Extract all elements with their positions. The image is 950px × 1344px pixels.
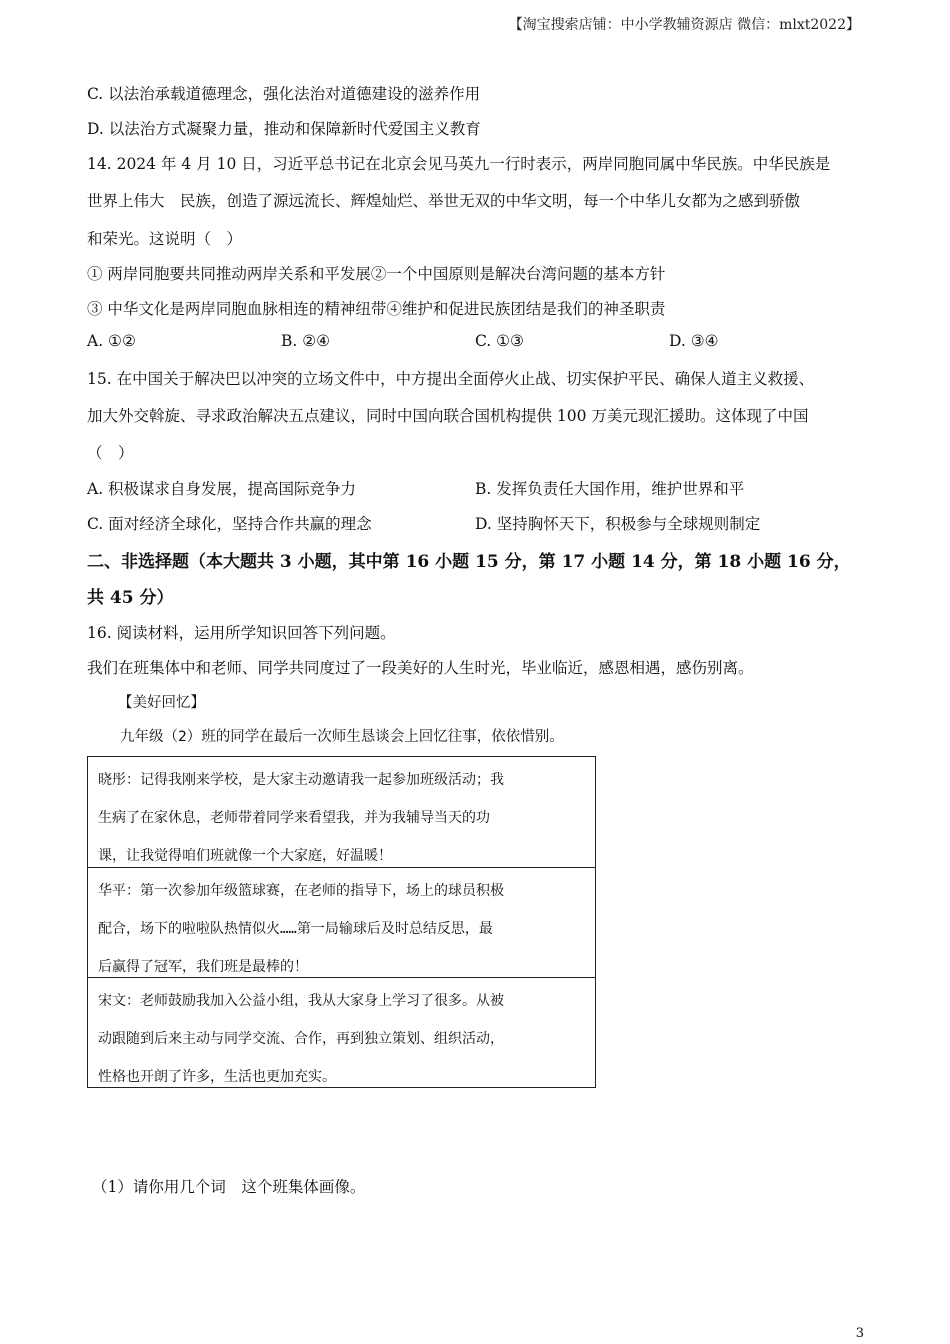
header-watermark: 【淘宝搜索店铺：中小学教辅资源店 微信：mlxt2022】 — [508, 17, 860, 33]
q14-option-b: B. ②④ — [281, 332, 331, 350]
q15-stem-line2: 加大外交斡旋、寻求政治解决五点建议，同时中国向联合国机构提供 100 万美元现汇援助。这体现了中国 — [87, 407, 809, 425]
section2-title-line1: 二、非选择题（本大题共 3 小题，其中第 16 小题 15 分，第 17 小题 14 分，第 18 小题 16 分， — [87, 552, 851, 572]
q15-option-b: B. 发挥负责任大国作用，维护世界和平 — [475, 480, 745, 498]
q14-stem-line2: 世界上伟大 民族，创造了源远流长、辉煌灿烂、举世无双的中华文明，每一个中华儿女都为之感到骄傲 — [87, 192, 801, 210]
memory-line: 配合，场下的啦啦队热情似火……第一局输球后及时总结反思，最 — [98, 921, 493, 937]
q16-intro: 16. 阅读材料，运用所学知识回答下列问题。 — [87, 624, 396, 642]
q15-stem-line3: （ ） — [87, 444, 134, 462]
memory-line: 宋文：老师鼓励我加入公益小组，我从大家身上学习了很多。从被 — [98, 993, 504, 1009]
q15-option-a: A. 积极谋求自身发展，提高国际竞争力 — [87, 480, 357, 498]
q14-stem-line3: 和荣光。这说明（ ） — [87, 230, 243, 248]
q16-lead: 九年级（2）班的同学在最后一次师生恳谈会上回忆往事，依依惜别。 — [120, 729, 564, 745]
q14-stem-line1: 14. 2024 年 4 月 10 日，习近平总书记在北京会见马英九一行时表示，两岸同胞同属中华民族。中华民族是 — [87, 155, 831, 173]
memory-line: 课，让我觉得咱们班就像一个大家庭，好温暖！ — [98, 848, 392, 864]
memory-cell-xiaotong — [88, 757, 595, 867]
q13-option-d: D. 以法治方式凝聚力量，推动和保障新时代爱国主义教育 — [87, 120, 481, 138]
q15-option-c: C. 面对经济全球化，坚持合作共赢的理念 — [87, 515, 372, 533]
memory-line: 华平：第一次参加年级篮球赛，在老师的指导下，场上的球员积极 — [98, 883, 504, 899]
memory-cell-songwen — [88, 977, 595, 1087]
memory-line: 晓彤：记得我刚来学校，是大家主动邀请我一起参加班级活动；我 — [98, 772, 504, 788]
memory-line: 后赢得了冠军，我们班是最棒的！ — [98, 959, 308, 975]
memory-line: 生病了在家休息，老师带着同学来看望我，并为我辅导当天的功 — [98, 810, 490, 826]
q15-option-d: D. 坚持胸怀天下，积极参与全球规则制定 — [475, 515, 761, 533]
q14-option-a: A. ①② — [87, 332, 136, 350]
memory-line: 动跟随到后来主动与同学交流、合作，再到独立策划、组织活动， — [98, 1031, 504, 1047]
q16-sub1: （1）请你用几个词 这个班集体画像。 — [92, 1178, 366, 1196]
q14-option-d: D. ③④ — [669, 332, 719, 350]
q14-items-34: ③ 中华文化是两岸同胞血脉相连的精神纽带④维护和促进民族团结是我们的神圣职责 — [87, 300, 666, 318]
page-number: 3 — [855, 1326, 864, 1341]
section2-title-line2: 共 45 分） — [87, 588, 174, 608]
q14-items-12: ① 两岸同胞要共同推动两岸关系和平发展②一个中国原则是解决台湾问题的基本方针 — [87, 265, 666, 283]
memory-box — [87, 756, 596, 1088]
q15-stem-line1: 15. 在中国关于解决巴以冲突的立场文件中，中方提出全面停火止战、切实保护平民、确保人道主义救援、 — [87, 370, 815, 388]
q13-option-c: C. 以法治承载道德理念，强化法治对道德建设的滋养作用 — [87, 85, 481, 103]
q16-subtitle: 【美好回忆】 — [118, 695, 205, 711]
memory-cell-huaping — [88, 867, 595, 977]
q14-option-c: C. ①③ — [475, 332, 524, 350]
memory-line: 性格也开朗了许多，生活也更加充实。 — [98, 1069, 336, 1085]
q16-paragraph: 我们在班集体中和老师、同学共同度过了一段美好的人生时光，毕业临近，感恩相遇，感伤别离。 — [87, 659, 754, 677]
